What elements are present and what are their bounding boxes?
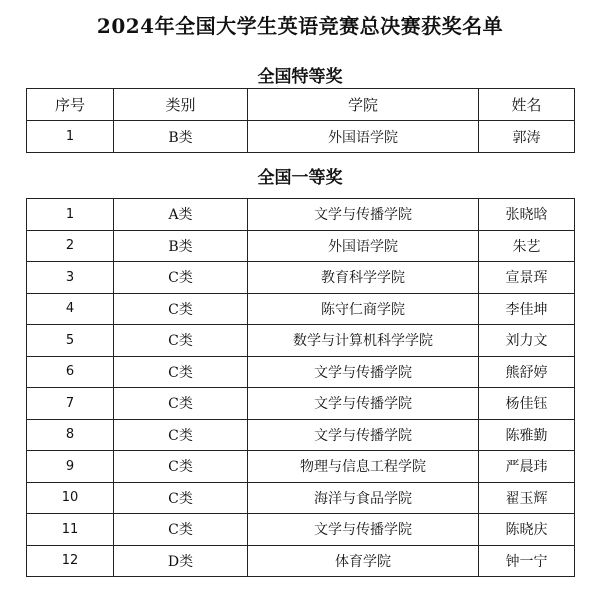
table-row: [27, 262, 575, 294]
table-row: [27, 293, 575, 325]
column-header-name: 姓名: [479, 89, 575, 121]
cell-college: 外国语学院: [248, 121, 479, 153]
table-row: [27, 230, 575, 262]
cell-name: 陈晓庆: [479, 514, 575, 546]
cell-category: C类: [114, 356, 248, 388]
cell-index: 6: [27, 356, 114, 388]
cell-category: A类: [114, 199, 248, 231]
cell-category: B类: [114, 230, 248, 262]
cell-index: 1: [27, 199, 114, 231]
cell-name: 宣景珲: [479, 262, 575, 294]
table-row: [27, 388, 575, 420]
cell-name: 严晨玮: [479, 451, 575, 483]
cell-college: 陈守仁商学院: [248, 293, 479, 325]
cell-college: 文学与传播学院: [248, 419, 479, 451]
table-row: [27, 419, 575, 451]
table-row: [27, 199, 575, 231]
cell-category: C类: [114, 419, 248, 451]
cell-index: 1: [27, 121, 114, 153]
cell-college: 文学与传播学院: [248, 514, 479, 546]
special-prize-heading: 全国特等奖: [257, 67, 343, 87]
cell-index: 7: [27, 388, 114, 420]
cell-category: C类: [114, 262, 248, 294]
cell-index: 8: [27, 419, 114, 451]
page-title: 2024年全国大学生英语竞赛总决赛获奖名单: [96, 14, 504, 38]
cell-category: C类: [114, 293, 248, 325]
cell-category: C类: [114, 514, 248, 546]
cell-college: 数学与计算机科学学院: [248, 325, 479, 357]
cell-index: 2: [27, 230, 114, 262]
cell-index: 4: [27, 293, 114, 325]
cell-name: 钟一宁: [479, 545, 575, 577]
cell-index: 5: [27, 325, 114, 357]
table-row: [27, 514, 575, 546]
column-header-college: 学院: [248, 89, 479, 121]
cell-college: 物理与信息工程学院: [248, 451, 479, 483]
cell-category: C类: [114, 325, 248, 357]
cell-college: 外国语学院: [248, 230, 479, 262]
cell-name: 杨佳钰: [479, 388, 575, 420]
cell-college: 文学与传播学院: [248, 199, 479, 231]
cell-category: D类: [114, 545, 248, 577]
first-prize-table: [26, 198, 575, 577]
table-row: [27, 545, 575, 577]
cell-index: 10: [27, 482, 114, 514]
cell-name: 翟玉辉: [479, 482, 575, 514]
cell-name: 熊舒婷: [479, 356, 575, 388]
table-row: [27, 482, 575, 514]
table-row: [27, 325, 575, 357]
column-header-index: 序号: [27, 89, 114, 121]
cell-index: 3: [27, 262, 114, 294]
cell-index: 12: [27, 545, 114, 577]
cell-index: 11: [27, 514, 114, 546]
cell-name: 郭涛: [479, 121, 575, 153]
cell-category: C类: [114, 388, 248, 420]
table-row: [27, 451, 575, 483]
cell-category: C类: [114, 451, 248, 483]
special-prize-table: [26, 88, 575, 153]
first-prize-heading: 全国一等奖: [257, 168, 343, 188]
cell-name: 朱艺: [479, 230, 575, 262]
cell-category: B类: [114, 121, 248, 153]
cell-name: 张晓晗: [479, 199, 575, 231]
cell-name: 陈雅勤: [479, 419, 575, 451]
cell-college: 文学与传播学院: [248, 356, 479, 388]
cell-college: 教育科学学院: [248, 262, 479, 294]
table-header-row: [27, 89, 575, 121]
cell-index: 9: [27, 451, 114, 483]
table-row: [27, 356, 575, 388]
table-row: [27, 121, 575, 153]
cell-college: 海洋与食品学院: [248, 482, 479, 514]
cell-college: 体育学院: [248, 545, 479, 577]
cell-name: 李佳坤: [479, 293, 575, 325]
cell-college: 文学与传播学院: [248, 388, 479, 420]
column-header-category: 类别: [114, 89, 248, 121]
cell-category: C类: [114, 482, 248, 514]
cell-name: 刘力文: [479, 325, 575, 357]
